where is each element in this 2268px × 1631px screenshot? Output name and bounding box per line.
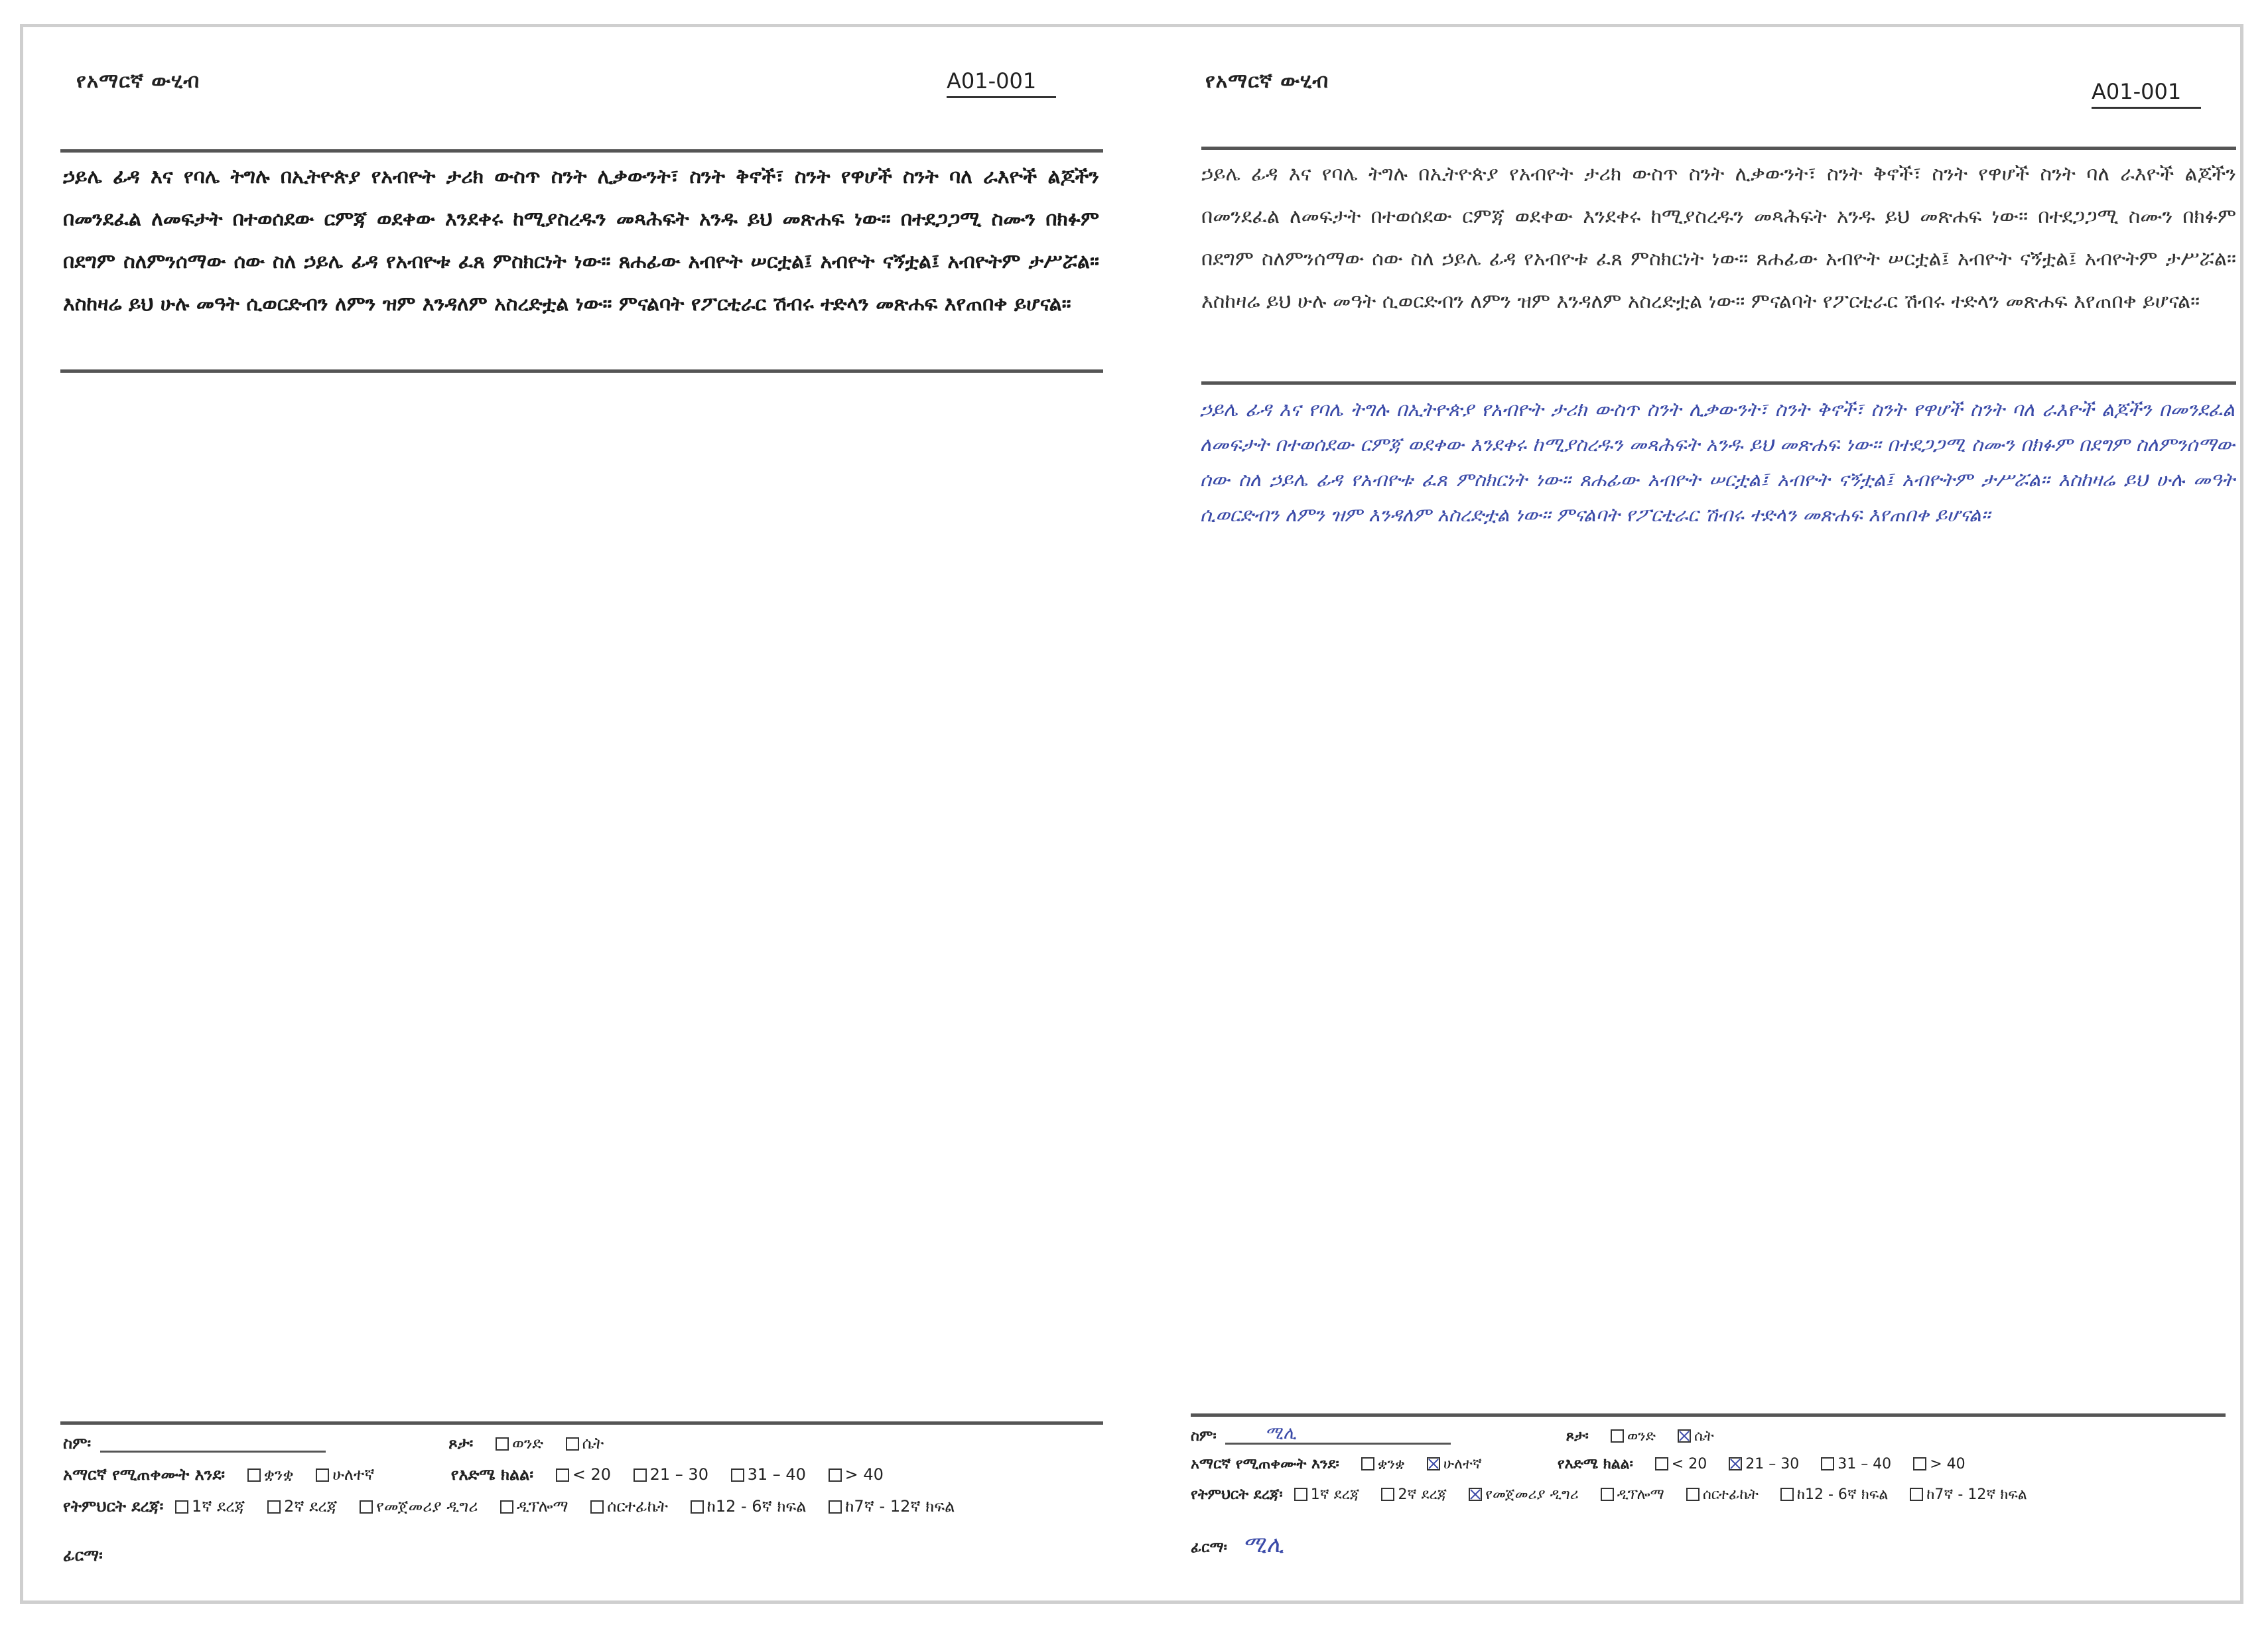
left-edu-6-checkbox[interactable] xyxy=(691,1500,704,1514)
left-age-under20-checkbox[interactable] xyxy=(556,1468,569,1482)
right-edu-2-checkbox[interactable] xyxy=(1381,1488,1394,1501)
right-native-age-row xyxy=(1191,1456,1966,1472)
left-sex-female-checkbox[interactable] xyxy=(566,1437,579,1451)
right-name-sex-row xyxy=(1191,1425,1714,1445)
scan-frame xyxy=(20,24,2243,1604)
left-sex-male-label: ወንድ xyxy=(511,1434,544,1453)
left-native-label: አማርኛ የሚጠቀሙት እንደ፡ xyxy=(63,1465,226,1484)
right-age-over40-checkbox[interactable] xyxy=(1913,1457,1926,1470)
right-handwritten-paragraph: ኃይሌ ፊዳ እና የባሌ ትግሉ በኢትዮጵያ የአብዮት ታሪክ ውስጥ ስንት ሊቃውንት፣ ስንት ቅኖች፣ ስንት የዋሆች ስንት ባለ ራእዮች ልጆችን በመንደፈል ለመፍታት በተወሰደው ርምጃ ወደቀው እንደቀሩ ከሚያስረዱን መጻሕፍት አንዱ ይህ መጽሐፍ ነው። በተደጋጋሚ ስሙን በክፉም በደግም ስለምንሰማው ሰው ስለ ኃይሌ ፊዳ የአብዮቱ ፈጸ ምስክርነት ነው። ጸሐፊው አብዮት ሠርቷል፤ አብዮት ናኝቷል፤ አብዮትም ታሥሯል። እስከዛሬ ይህ ሁሉ መዓት ሲወርድብን ለምን ዝም እንዳለም አስረድቷል ነው። ምናልባት የፖርቲራር ሽብሩ ተድላን መጽሐፍ እየጠበቀ ይሆናል። xyxy=(1200,398,2235,526)
right-edu-7-checkbox[interactable] xyxy=(1910,1488,1923,1501)
right-age-label: የእድሜ ክልል፡ xyxy=(1557,1456,1633,1472)
right-sex-male-label: ወንድ xyxy=(1627,1428,1656,1445)
left-header-title: የአማርኛ ውሂብ xyxy=(76,70,200,93)
right-header-id: A01-001 xyxy=(2092,79,2201,109)
right-age-31-40-label: 31 – 40 xyxy=(1837,1456,1892,1472)
right-signature-value: ሚሊ xyxy=(1242,1532,1284,1558)
left-signature-row xyxy=(63,1546,103,1565)
right-age-over40-label: > 40 xyxy=(1930,1456,1966,1472)
left-native-first-label: ቋንቋ xyxy=(263,1465,294,1484)
left-prompt-paragraph: ኃይሌ ፊዳ እና የባሌ ትግሉ በኢትዮጵያ የአብዮት ታሪክ ውስጥ ስንት ሊቃውንት፣ ስንት ቅኖች፣ ስንት የዋሆች ስንት ባለ ራእዮች ልጆችን በመንደፈል ለመፍታት በተወሰደው ርምጃ ወደቀው እንደቀሩ ከሚያስረዱን መጻሕፍት አንዱ ይህ መጽሐፍ ነው። በተደጋጋሚ ስሙን በክፉም በደግም ስለምንሰማው ሰው ስለ ኃይሌ ፊዳ የአብዮቱ ፈጸ ምስክርነት ነው። ጸሐፊው አብዮት ሠርቷል፤ አብዮት ናኝቷል፤ አብዮትም ታሥሯል። እስከዛሬ ይህ ሁሉ መዓት ሲወርድብን ለምን ዝም እንዳለም አስረድቷል ነው። ምናልባት የፖርቲራር ሽብሩ ተድላን መጽሐፍ እየጠበቀ ይሆናል። xyxy=(63,165,1099,316)
left-age-31-40-label: 31 – 40 xyxy=(747,1465,806,1484)
right-top-rule xyxy=(1201,147,2236,150)
right-prompt-rule xyxy=(1201,381,2236,385)
left-age-21-30-label: 21 – 30 xyxy=(649,1465,708,1484)
left-signature-label: ፊርማ፡ xyxy=(63,1546,103,1565)
left-edu-2-checkbox[interactable] xyxy=(267,1500,281,1514)
right-edu-3-label: የመጀመሪያ ዲግሪ xyxy=(1485,1486,1579,1503)
right-edu-5-label: ሰርተፊኬት xyxy=(1702,1486,1759,1503)
left-sex-male-checkbox[interactable] xyxy=(496,1437,509,1451)
right-native-second-label: ሁለተኛ xyxy=(1443,1456,1482,1472)
left-name-field[interactable] xyxy=(100,1433,326,1453)
left-sex-label: ጾታ፡ xyxy=(448,1434,474,1453)
left-age-under20-label: < 20 xyxy=(572,1465,611,1484)
right-footer-rule xyxy=(1191,1413,2226,1417)
right-native-first-checkbox[interactable] xyxy=(1361,1457,1374,1470)
left-native-second-label: ሁለተኛ xyxy=(332,1465,375,1484)
right-education-label: የትምህርት ደረጃ፡ xyxy=(1191,1486,1283,1503)
right-prompt-paragraph: ኃይሌ ፊዳ እና የባሌ ትግሉ በኢትዮጵያ የአብዮት ታሪክ ውስጥ ስንት ሊቃውንት፣ ስንት ቅኖች፣ ስንት የዋሆች ስንት ባለ ራእዮች ልጆችን በመንደፈል ለመፍታት በተወሰደው ርምጃ ወደቀው እንደቀሩ ከሚያስረዱን መጻሕፍት አንዱ ይህ መጽሐፍ ነው። በተደጋጋሚ ስሙን በክፉም በደግም ስለምንሰማው ሰው ስለ ኃይሌ ፊዳ የአብዮቱ ፈጸ ምስክርነት ነው። ጸሐፊው አብዮት ሠርቷል፤ አብዮት ናኝቷል፤ አብዮትም ታሥሯል። እስከዛሬ ይህ ሁሉ መዓት ሲወርድብን ለምን ዝም እንዳለም አስረድቷል ነው። ምናልባት የፖርቲራር ሽብሩ ተድላን መጽሐፍ እየጠበቀ ይሆናል። xyxy=(1201,163,2236,313)
right-name-field[interactable] xyxy=(1225,1425,1451,1445)
left-demographics-footer xyxy=(63,1433,1111,1566)
left-sex-female-label: ሴት xyxy=(582,1434,604,1453)
left-education-row xyxy=(63,1497,955,1516)
left-edu-1-label: 1ኛ ደረጃ xyxy=(191,1497,245,1516)
left-age-31-40-checkbox[interactable] xyxy=(731,1468,744,1482)
right-edu-5-checkbox[interactable] xyxy=(1686,1488,1700,1501)
left-native-age-row xyxy=(63,1465,884,1484)
left-header-id: A01-001 xyxy=(947,68,1056,98)
left-age-21-30-checkbox[interactable] xyxy=(634,1468,647,1482)
left-edu-5-checkbox[interactable] xyxy=(590,1500,604,1514)
right-native-second-checkbox[interactable] xyxy=(1427,1457,1440,1470)
right-edu-6-label: ከ12 - 6ኛ ክፍል xyxy=(1796,1486,1889,1503)
left-edu-3-label: የመጀመሪያ ዲግሪ xyxy=(376,1497,478,1516)
right-edu-4-label: ዲፕሎማ xyxy=(1617,1486,1664,1503)
left-form-page xyxy=(42,60,1110,1586)
left-edu-3-checkbox[interactable] xyxy=(360,1500,373,1514)
left-top-rule xyxy=(60,149,1103,153)
left-footer-rule xyxy=(60,1421,1103,1425)
left-age-label: የእድሜ ክልል፡ xyxy=(450,1465,534,1484)
right-native-first-label: ቋንቋ xyxy=(1377,1456,1405,1472)
right-age-21-30-label: 21 – 30 xyxy=(1745,1456,1800,1472)
left-native-second-checkbox[interactable] xyxy=(316,1468,329,1482)
left-edu-7-checkbox[interactable] xyxy=(829,1500,842,1514)
left-edu-4-checkbox[interactable] xyxy=(500,1500,513,1514)
right-education-row xyxy=(1191,1486,2027,1503)
right-sex-female-checkbox[interactable] xyxy=(1678,1429,1691,1443)
right-demographics-footer xyxy=(1191,1425,2239,1565)
right-edu-1-label: 1ኛ ደረጃ xyxy=(1310,1486,1360,1503)
right-edu-3-checkbox[interactable] xyxy=(1469,1488,1482,1501)
right-sex-male-checkbox[interactable] xyxy=(1611,1429,1624,1443)
left-name-label: ስም፡ xyxy=(63,1434,92,1453)
right-edu-4-checkbox[interactable] xyxy=(1601,1488,1614,1501)
left-edu-1-checkbox[interactable] xyxy=(175,1500,188,1514)
right-edu-1-checkbox[interactable] xyxy=(1294,1488,1307,1501)
right-signature-label: ፊርማ፡ xyxy=(1191,1539,1227,1556)
left-edu-7-label: ከ7ኛ - 12ኛ ክፍል xyxy=(845,1497,955,1516)
right-name-value: ሚሊ xyxy=(1264,1423,1297,1443)
left-edu-2-label: 2ኛ ደረጃ xyxy=(284,1497,338,1516)
left-name-sex-row xyxy=(63,1433,604,1453)
left-native-first-checkbox[interactable] xyxy=(247,1468,261,1482)
right-signature-row xyxy=(1191,1532,1284,1558)
right-age-under20-label: < 20 xyxy=(1671,1456,1707,1472)
right-name-label: ስም፡ xyxy=(1191,1428,1217,1445)
right-sex-female-label: ሴት xyxy=(1694,1428,1714,1445)
left-edu-6-label: ከ12 - 6ኛ ክፍል xyxy=(706,1497,807,1516)
right-age-under20-checkbox[interactable] xyxy=(1655,1457,1668,1470)
right-header-title: የአማርኛ ውሂብ xyxy=(1205,70,1329,93)
left-edu-5-label: ሰርተፊኬት xyxy=(607,1497,668,1516)
left-edu-4-label: ዲፕሎማ xyxy=(517,1497,568,1516)
right-edu-7-label: ከ7ኛ - 12ኛ ክፍል xyxy=(1926,1486,2027,1503)
left-prompt-rule xyxy=(60,369,1103,373)
right-native-label: አማርኛ የሚጠቀሙት እንደ፡ xyxy=(1191,1456,1339,1472)
right-sex-label: ጾታ፡ xyxy=(1566,1428,1589,1445)
right-form-page xyxy=(1191,60,2252,1586)
right-age-31-40-checkbox[interactable] xyxy=(1821,1457,1834,1470)
left-age-over40-label: > 40 xyxy=(844,1465,884,1484)
left-education-label: የትምህርት ደረጃ፡ xyxy=(63,1497,164,1516)
right-edu-2-label: 2ኛ ደረጃ xyxy=(1398,1486,1447,1503)
right-age-21-30-checkbox[interactable] xyxy=(1729,1457,1742,1470)
right-edu-6-checkbox[interactable] xyxy=(1780,1488,1794,1501)
left-age-over40-checkbox[interactable] xyxy=(829,1468,842,1482)
